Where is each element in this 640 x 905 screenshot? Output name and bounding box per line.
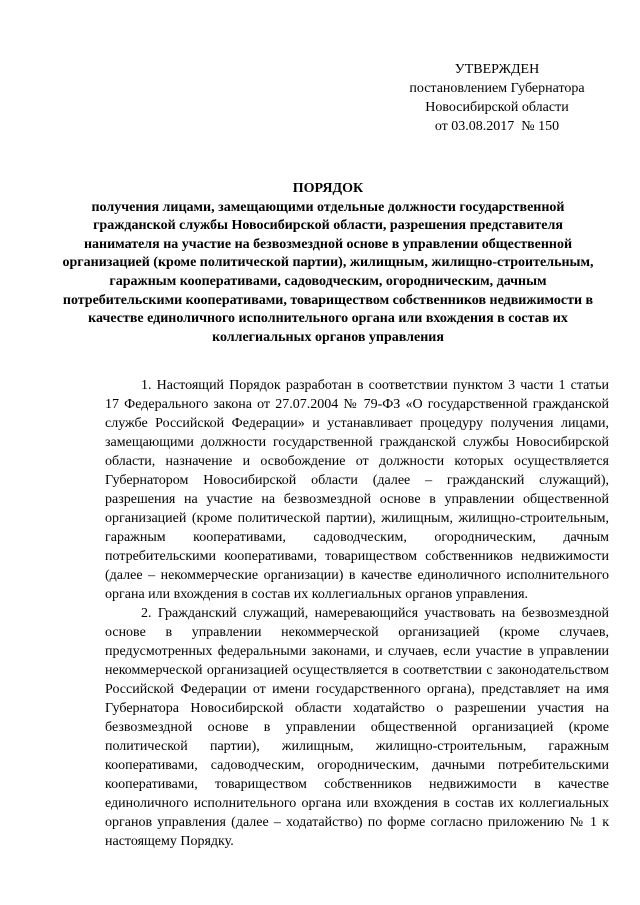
document-title: ПОРЯДОК bbox=[292, 181, 364, 196]
paragraph-1: 1. Настоящий Порядок разработан в соответствии пунктом 3 части 1 статьи 17 Федерального закона от 27.07.2004 № 79-ФЗ «О государственной гражданской службе Российской Федерации» и устанавливает процедуру получения лицами, замещающими должности государственной гражданской службы Новосибирской области, назначение и освобождение от должности которых осуществляется Губернатором Новосибирской области (далее – гражданский служащий), разрешения на участие на безвозмездной основе в управлении общественной организацией (кроме политической партии), жилищным, жилищно-строительным, гаражным кооперативами, садоводческим, огородническим, дачным потребительскими кооперативами, товариществом собственников недвижимости (далее – некоммерческие организации) в качестве единоличного исполнительного органа или вхождения в состав их коллегиальных органов управления. bbox=[105, 378, 609, 602]
approval-stamp bbox=[392, 60, 602, 136]
document-subtitle: получения лицами, замещающими отдельные должности государственной гражданской службы Новосибирской области, разрешения представителя нанимателя на участие на безвозмездной основе в управлении общественной организацией (кроме политической партии), жилищным, жилищно-строительным, гаражным кооперативами, садоводческим, огородническим, дачным потребительскими кооперативами, товариществом собственников недвижимости в качестве единоличного исполнительного органа или вхождения в состав их коллегиальных органов управления bbox=[62, 199, 594, 345]
approval-heading: УТВЕРЖДЕН bbox=[454, 62, 540, 77]
approval-region: Новосибирской области bbox=[425, 100, 569, 115]
approval-date-number: от 03.08.2017 № 150 bbox=[434, 119, 560, 134]
paragraph-2: 2. Гражданский служащий, намеревающийся участвовать на безвозмездной основе в управлении некоммерческой организацией (кроме случаев, предусмотренных федеральными законами, и случаев, если участие в управлении некоммерческой организацией осуществляется в соответствии с законодательством Российской Федерации от имени государственного органа), представляет на имя Губернатора Новосибирской области ходатайство о разрешении участия на безвозмездной основе в управлении общественной организацией (кроме политической партии), жилищным, жилищно-строительным, гаражным кооперативами, садоводческим, огородническим, дачными потребительскими кооперативами, товариществом собственников недвижимости в качестве единоличного исполнительного органа или вхождения в состав их коллегиальных органов управления (далее – ходатайство) по форме согласно приложению № 1 к настоящему Порядку. bbox=[105, 606, 609, 849]
approval-resolution: постановлением Губернатора bbox=[409, 81, 585, 96]
document-title-block bbox=[60, 180, 596, 347]
document-body bbox=[105, 376, 609, 851]
